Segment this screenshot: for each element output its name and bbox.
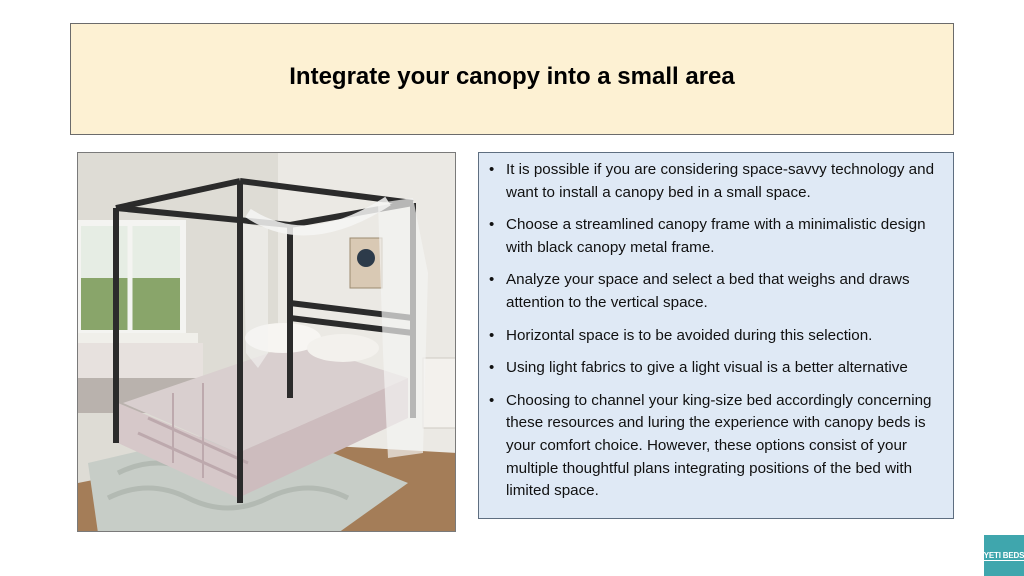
- list-item: [487, 269, 947, 314]
- title-banner: [70, 23, 954, 135]
- list-item-text: Using light fabrics to give a light visual is a better alternative: [506, 359, 908, 377]
- list-item: [487, 214, 947, 259]
- list-item: [487, 390, 947, 503]
- bullet-icon: •: [489, 271, 495, 289]
- list-item-text: Choosing to channel your king-size bed accordingly concerning these resources and luring the experience with canopy beds is your comfort choice. However, these options consist of your multiple thoughtful plans integrating positions of the bed with limited space.: [506, 391, 932, 500]
- canopy-bed-photo: [77, 152, 456, 532]
- yeti-beds-logo: [984, 535, 1024, 576]
- list-item-text: Analyze your space and select a bed that weighs and draws attention to the vertical space.: [506, 271, 910, 311]
- list-item-text: It is possible if you are considering space-savvy technology and want to install a canopy bed in a small space.: [506, 161, 935, 201]
- list-item-text: Horizontal space is to be avoided during this selection.: [506, 326, 873, 344]
- list-item: [487, 357, 947, 380]
- logo-text: YETI BEDS: [983, 550, 1024, 560]
- bullet-icon: •: [489, 391, 495, 409]
- list-item-text: Choose a streamlined canopy frame with a minimalistic design with black canopy metal frame.: [506, 216, 926, 256]
- list-item: [487, 325, 947, 348]
- bullet-icon: •: [489, 161, 495, 178]
- bullet-list-panel: [478, 152, 954, 519]
- bullet-icon: •: [489, 359, 495, 377]
- list-item: [487, 159, 947, 204]
- bullet-list: [487, 159, 947, 503]
- slide-title: Integrate your canopy into a small area: [289, 63, 735, 90]
- bullet-icon: •: [489, 326, 495, 344]
- bullet-icon: •: [489, 216, 495, 234]
